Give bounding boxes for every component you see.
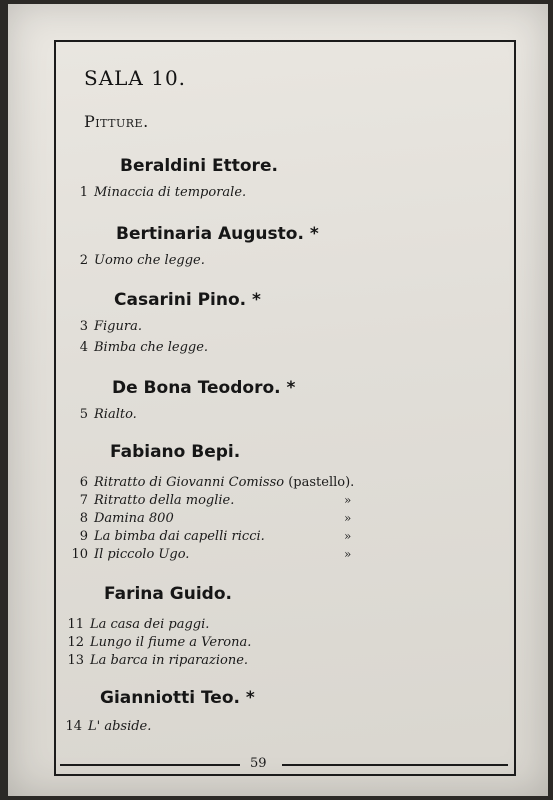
- work-number: 1: [79, 185, 88, 200]
- work-title: Damina 800: [94, 511, 174, 526]
- ditto-mark: »: [344, 511, 352, 525]
- work-item: [66, 406, 512, 423]
- artist-name: Fabiano Bepi.: [110, 442, 241, 462]
- work-item: [66, 252, 512, 269]
- ditto-mark: »: [344, 493, 352, 507]
- work-item: [66, 492, 512, 509]
- work-number: 12: [67, 635, 84, 650]
- artist-name: Gianniotti Teo. *: [100, 688, 255, 708]
- work-number: 6: [79, 475, 88, 490]
- work-number: 5: [79, 407, 88, 422]
- artist-section: [56, 156, 512, 201]
- work-item: [66, 184, 512, 201]
- work-number: 11: [67, 617, 84, 632]
- work-item: [66, 339, 512, 356]
- footer-rule-left: [60, 764, 240, 766]
- artist-section: [56, 378, 512, 423]
- artist-section: [56, 224, 512, 269]
- artist-section: [56, 688, 512, 735]
- ditto-mark: »: [344, 529, 352, 543]
- artist-name: De Bona Teodoro. *: [112, 378, 296, 398]
- work-note: (pastello).: [284, 475, 355, 490]
- work-item: [62, 616, 512, 633]
- work-title: Minaccia di temporale.: [94, 185, 247, 200]
- page-footer: [54, 756, 514, 776]
- work-title: Ritratto di Giovanni Comisso: [94, 475, 285, 490]
- page-number: 59: [250, 756, 267, 771]
- work-item: [66, 474, 512, 491]
- artist-name: Farina Guido.: [104, 584, 232, 604]
- work-item: [66, 318, 512, 335]
- work-number: 13: [67, 653, 84, 668]
- artist-name: Casarini Pino. *: [114, 290, 261, 310]
- work-number: 2: [79, 253, 88, 268]
- work-title: Rialto.: [94, 407, 137, 422]
- work-item: [66, 528, 512, 545]
- work-title: Bimba che legge.: [94, 340, 209, 355]
- artist-section: [56, 290, 512, 356]
- room-heading: SALA 10.: [84, 66, 187, 90]
- work-number: 9: [79, 529, 88, 544]
- page-frame: [54, 40, 516, 776]
- work-number: 3: [79, 319, 88, 334]
- artist-section: [56, 442, 512, 563]
- work-item: [60, 718, 512, 735]
- ditto-mark: »: [344, 547, 352, 561]
- work-number: 4: [79, 340, 88, 355]
- work-item: [62, 652, 512, 669]
- work-item: [66, 546, 512, 563]
- artist-section: [56, 584, 512, 669]
- work-item: [62, 634, 512, 651]
- work-title: Uomo che legge.: [94, 253, 205, 268]
- category-heading: Pitture.: [84, 112, 149, 131]
- footer-rule-right: [282, 764, 508, 766]
- work-number: 10: [71, 547, 88, 562]
- work-title: Figura.: [94, 319, 142, 334]
- work-title: Lungo il fiume a Verona.: [90, 635, 252, 650]
- artist-name: Bertinaria Augusto. *: [116, 224, 319, 244]
- work-title: La barca in riparazione.: [90, 653, 249, 668]
- work-title: Il piccolo Ugo.: [94, 547, 190, 562]
- artist-name: Beraldini Ettore.: [120, 156, 278, 176]
- work-title: La casa dei paggi.: [90, 617, 210, 632]
- work-number: 7: [79, 493, 88, 508]
- catalog-page: [8, 4, 548, 796]
- work-title: L' abside.: [88, 719, 152, 734]
- work-number: 8: [79, 511, 88, 526]
- work-title: La bimba dai capelli ricci.: [94, 529, 265, 544]
- work-number: 14: [65, 719, 82, 734]
- work-item: [66, 510, 512, 527]
- work-title: Ritratto della moglie.: [94, 493, 235, 508]
